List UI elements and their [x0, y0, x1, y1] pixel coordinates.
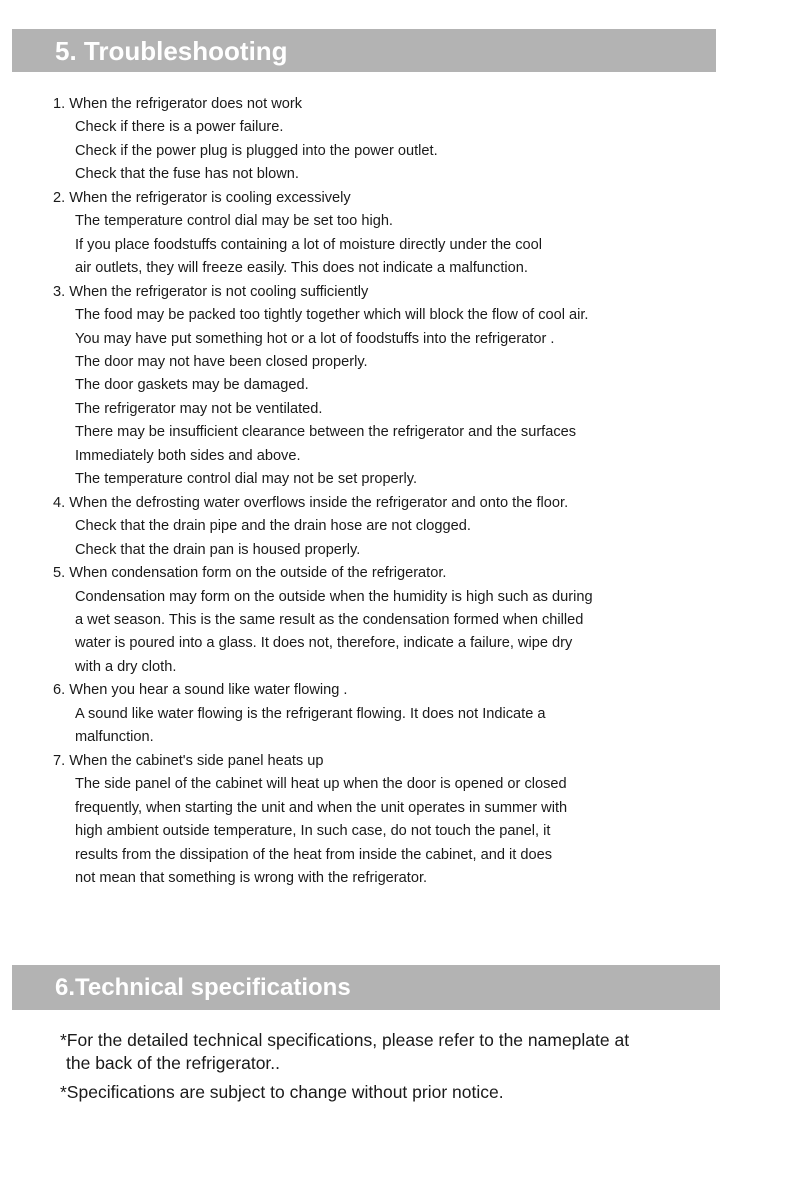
spec-note-line: *For the detailed technical specifications, please refer to the nameplate at	[60, 1030, 630, 1050]
troubleshooting-detail-line: Immediately both sides and above.	[75, 447, 301, 464]
specifications-header-bar	[12, 965, 720, 1010]
troubleshooting-item-heading: 5. When condensation form on the outside of the refrigerator.	[53, 565, 447, 582]
troubleshooting-detail-line: The temperature control dial may not be set properly.	[75, 471, 418, 488]
troubleshooting-list	[53, 93, 693, 890]
troubleshooting-item-heading: 1. When the refrigerator does not work	[53, 96, 303, 112]
spec-note-line: *Specifications are subject to change without prior notice.	[60, 1082, 504, 1102]
troubleshooting-detail-line: Check if the power plug is plugged into the power outlet.	[75, 142, 438, 159]
troubleshooting-detail-line: A sound like water flowing is the refrigerant flowing. It does not Indicate a	[75, 705, 546, 722]
troubleshooting-detail-line: high ambient outside temperature, In such case, do not touch the panel, it	[75, 823, 551, 840]
troubleshooting-item-heading: 3. When the refrigerator is not cooling sufficiently	[53, 283, 369, 300]
troubleshooting-detail-line: The door gaskets may be damaged.	[75, 377, 309, 394]
troubleshooting-detail-line: with a dry cloth.	[75, 658, 177, 675]
troubleshooting-detail-line: water is poured into a glass. It does not, therefore, indicate a failure, wipe dry	[75, 635, 573, 652]
troubleshooting-detail-line: Check that the drain pan is housed properly.	[75, 541, 361, 558]
specifications-title: 6.Technical specifications	[55, 974, 351, 1001]
troubleshooting-detail-line: frequently, when starting the unit and when the unit operates in summer with	[75, 799, 568, 816]
troubleshooting-detail-line: The food may be packed too tightly together which will block the flow of cool air.	[75, 307, 589, 324]
troubleshooting-item-heading: 4. When the defrosting water overflows inside the refrigerator and onto the floor.	[53, 494, 569, 511]
spec-note-line: the back of the refrigerator..	[66, 1053, 281, 1073]
troubleshooting-detail-line: If you place foodstuffs containing a lot of moisture directly under the cool	[75, 236, 542, 253]
troubleshooting-detail-line: a wet season. This is the same result as the condensation formed when chilled	[75, 611, 584, 628]
troubleshooting-detail-line: The side panel of the cabinet will heat up when the door is opened or closed	[75, 776, 567, 793]
troubleshooting-detail-line: The temperature control dial may be set too high.	[75, 213, 393, 230]
troubleshooting-detail-line: malfunction.	[75, 729, 154, 746]
troubleshooting-detail-line: You may have put something hot or a lot of foodstuffs into the refrigerator .	[75, 330, 555, 347]
troubleshooting-item-heading: 7. When the cabinet's side panel heats up	[53, 752, 324, 769]
troubleshooting-item-heading: 2. When the refrigerator is cooling excessively	[53, 189, 351, 206]
troubleshooting-header-bar	[12, 29, 716, 72]
troubleshooting-detail-line: There may be insufficient clearance between the refrigerator and the surfaces	[75, 424, 577, 441]
troubleshooting-detail-line: Condensation may form on the outside when the humidity is high such as during	[75, 588, 593, 605]
troubleshooting-detail-line: The door may not have been closed properly.	[75, 353, 368, 370]
troubleshooting-detail-line: results from the dissipation of the heat from inside the cabinet, and it does	[75, 846, 552, 863]
troubleshooting-title: 5. Troubleshooting	[55, 36, 288, 66]
troubleshooting-detail-line: air outlets, they will freeze easily. This does not indicate a malfunction.	[75, 260, 528, 277]
specifications-notes	[60, 1029, 700, 1104]
troubleshooting-detail-line: The refrigerator may not be ventilated.	[75, 400, 323, 417]
troubleshooting-detail-line: not mean that something is wrong with the refrigerator.	[75, 869, 428, 886]
troubleshooting-detail-line: Check that the fuse has not blown.	[75, 166, 299, 183]
troubleshooting-item-heading: 6. When you hear a sound like water flowing .	[53, 682, 348, 699]
troubleshooting-detail-line: Check if there is a power failure.	[75, 119, 284, 136]
troubleshooting-detail-line: Check that the drain pipe and the drain hose are not clogged.	[75, 518, 471, 535]
